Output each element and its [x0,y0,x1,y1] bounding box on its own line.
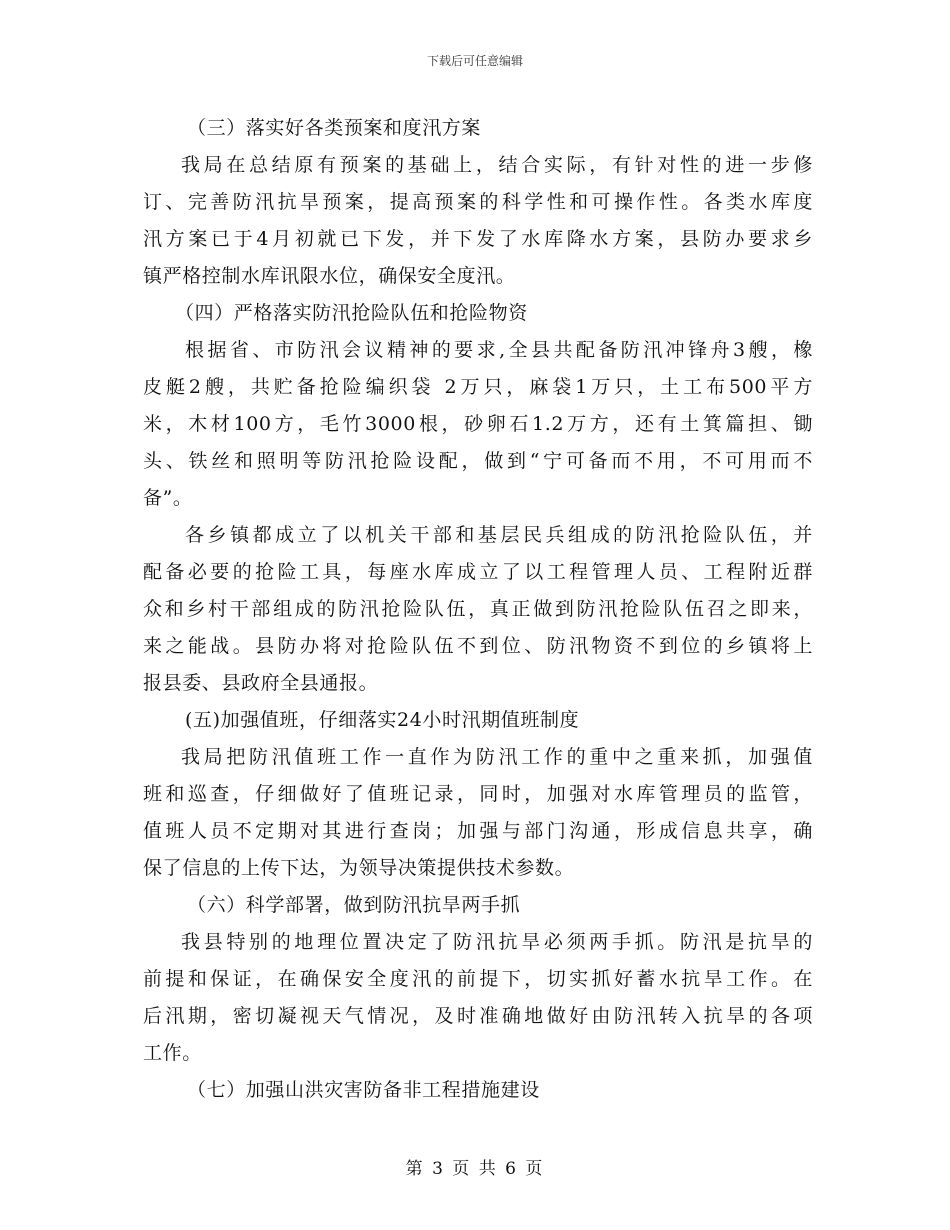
text-line: 前提和保证，在确保安全度汛的前提下，切实抓好蓄水抗旱工作。在 [143,968,813,990]
text-line: 保了信息的上传下达，为领导决策提供技术参数。 [143,857,575,879]
text-line: 我局在总结原有预案的基础上，结合实际，有针对性的进一步修 [181,154,813,176]
text-line: 我县特别的地理位置决定了防汛抗旱必须两手抓。防汛是抗旱的 [181,931,813,953]
page-number: 第 3 页 共 6 页 [405,1159,545,1179]
text-line: 报县委、县政府全县通报。 [143,672,379,694]
text-line: （六）科学部署，做到防汛抗旱两手抓 [187,894,521,916]
text-line: 工作。 [143,1042,202,1064]
text-line: 根据省、市防汛会议精神的要求,全县共配备防汛冲锋舟3艘，橡 [185,339,813,361]
text-line: 配备必要的抢险工具，每座水库成立了以工程管理人员、工程附近群 [143,561,813,583]
page-header: 下载后可任意编辑 [426,54,523,68]
text-line: 米，木材100方，毛竹3000根，砂卵石1.2万方，还有土箕篇担、锄 [143,413,813,435]
text-line: 各乡镇都成立了以机关干部和基层民兵组成的防汛抢险队伍，并 [185,524,813,546]
text-line: 汛方案已于4月初就已下发，并下发了水库降水方案，县防办要求乡 [143,228,813,250]
text-line: 来之能战。县防办将对抢险队伍不到位、防汛物资不到位的乡镇将上 [143,635,813,657]
text-line: （七）加强山洪灾害防备非工程措施建设 [187,1079,540,1101]
text-line: (五)加强值班，仔细落实24小时汛期值班制度 [185,709,580,731]
text-line: 备”。 [143,487,193,509]
text-line: 皮艇2艘，共贮备抢险编织袋 2万只，麻袋1万只，土工布500平方 [143,376,813,398]
text-line: 后汛期，密切凝视天气情况，及时准确地做好由防汛转入抗旱的各项 [143,1005,813,1027]
text-line: 我局把防汛值班工作一直作为防汛工作的重中之重来抓，加强值 [181,746,813,768]
text-line: 头、铁丝和照明等防汛抢险设配，做到“宁可备而不用，不可用而不 [143,450,813,472]
text-line: 众和乡村干部组成的防汛抢险队伍，真正做到防汛抢险队伍召之即来， [143,598,813,620]
text-line: 值班人员不定期对其进行查岗；加强与部门沟通，形成信息共享，确 [143,820,813,842]
text-line: 镇严格控制水库讯限水位，确保安全度汛。 [143,265,516,287]
text-line: （三）落实好各类预案和度汛方案 [187,117,482,139]
text-line: 订、完善防汛抗旱预案，提高预案的科学性和可操作性。各类水库度 [143,191,813,213]
text-line: （四）严格落实防汛抢险队伍和抢险物资 [175,302,528,324]
text-line: 班和巡查，仔细做好了值班记录，同时，加强对水库管理员的监管， [143,783,813,805]
document-body [143,110,813,1109]
